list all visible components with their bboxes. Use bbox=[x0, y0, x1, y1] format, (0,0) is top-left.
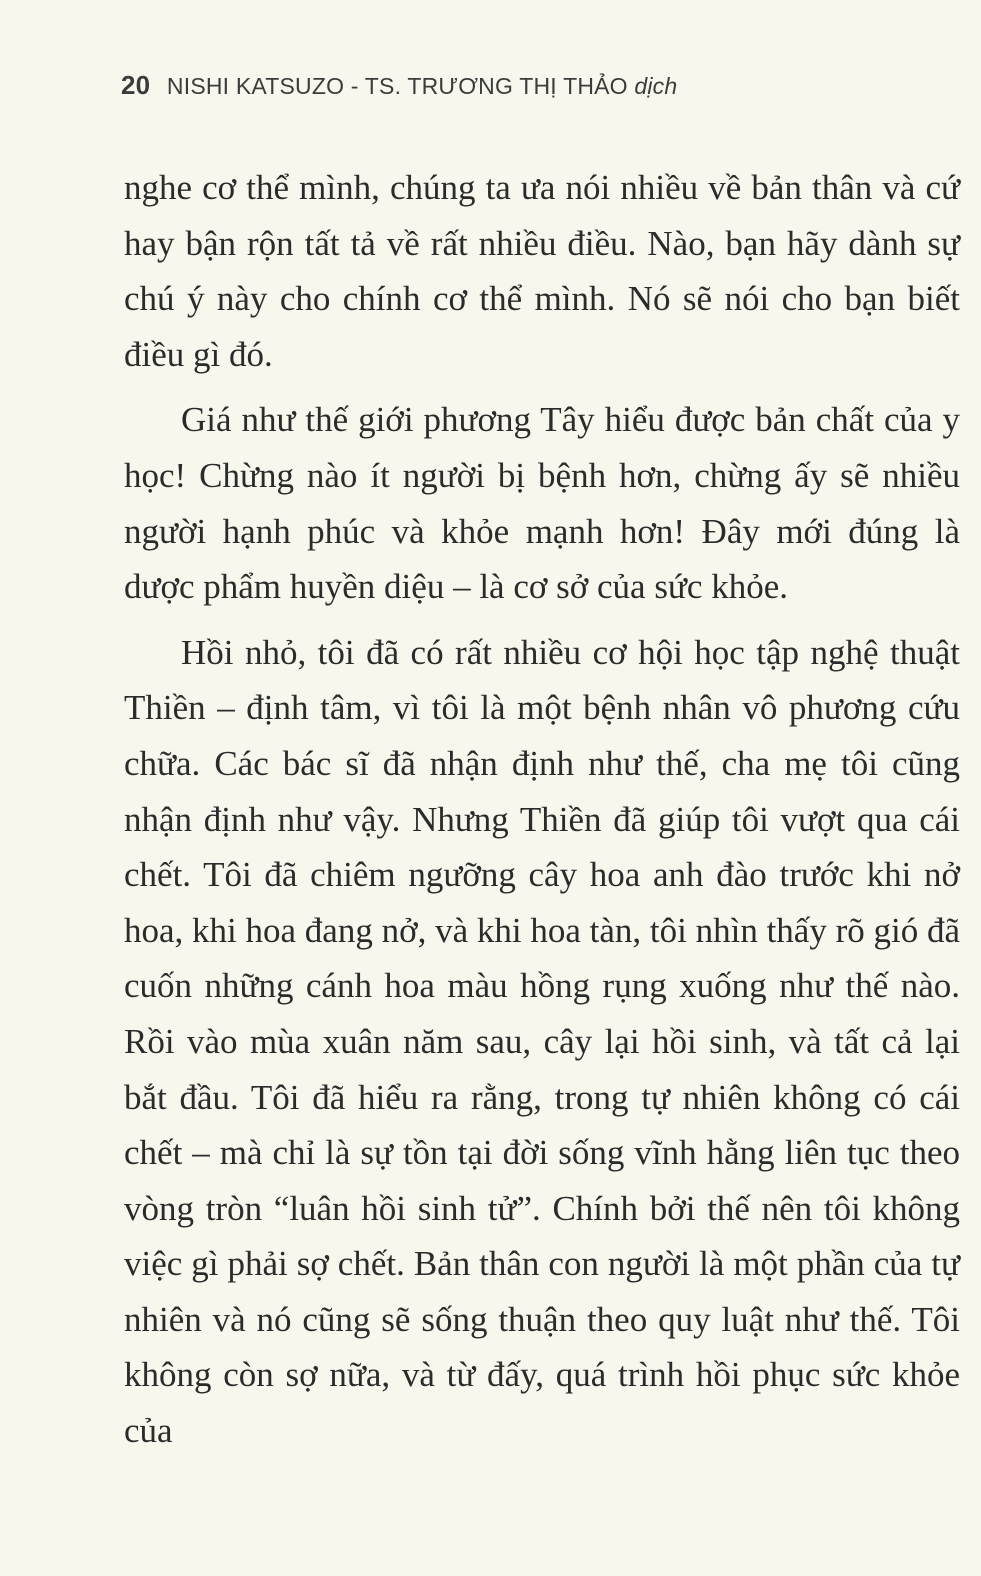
paragraph-3: Hồi nhỏ, tôi đã có rất nhiều cơ hội học tập nghệ thuật Thiền – định tâm, vì tôi là một bệnh nhân vô phương cứu chữa. Các bác sĩ đã nhận định như thế, cha mẹ tôi cũng nhận định như vậy. Nhưng Thiền đã giúp tôi vượt qua cái chết. Tôi đã chiêm ngưỡng cây hoa anh đào trước khi nở hoa, khi hoa đang nở, và khi hoa tàn, tôi nhìn thấy rõ gió đã cuốn những cánh hoa màu hồng rụng xuống như thế nào. Rồi vào mùa xuân năm sau, cây lại hồi sinh, và tất cả lại bắt đầu. Tôi đã hiểu ra rằng, trong tự nhiên không có cái chết – mà chỉ là sự tồn tại đời sống vĩnh hằng liên tục theo vòng tròn “luân hồi sinh tử”. Chính bởi thế nên tôi không việc gì phải sợ chết. Bản thân con người là một phần của tự nhiên và nó cũng sẽ sống thuận theo quy luật như thế. Tôi không còn sợ nữa, và từ đấy, quá trình hồi phục sức khỏe của bbox=[124, 632, 960, 1451]
header-translator-note: dịch bbox=[634, 73, 678, 99]
paragraph-1: nghe cơ thể mình, chúng ta ưa nói nhiều về bản thân và cứ hay bận rộn tất tả về rất nhiều điều. Nào, bạn hãy dành sự chú ý này cho chính cơ thể mình. Nó sẽ nói cho bạn biết điều gì đó. bbox=[124, 168, 960, 374]
page-number: 20 bbox=[121, 70, 151, 100]
body-text bbox=[124, 160, 960, 1459]
paragraph-2: Giá như thế giới phương Tây hiểu được bản chất của y học! Chừng nào ít người bị bệnh hơn, chừng ấy sẽ nhiều người hạnh phúc và khỏe mạnh hơn! Đây mới đúng là dược phẩm huyền diệu – là cơ sở của sức khỏe. bbox=[124, 400, 960, 607]
running-header bbox=[121, 70, 677, 101]
header-authors: NISHI KATSUZO - TS. TRƯƠNG THỊ THẢO bbox=[166, 73, 628, 99]
